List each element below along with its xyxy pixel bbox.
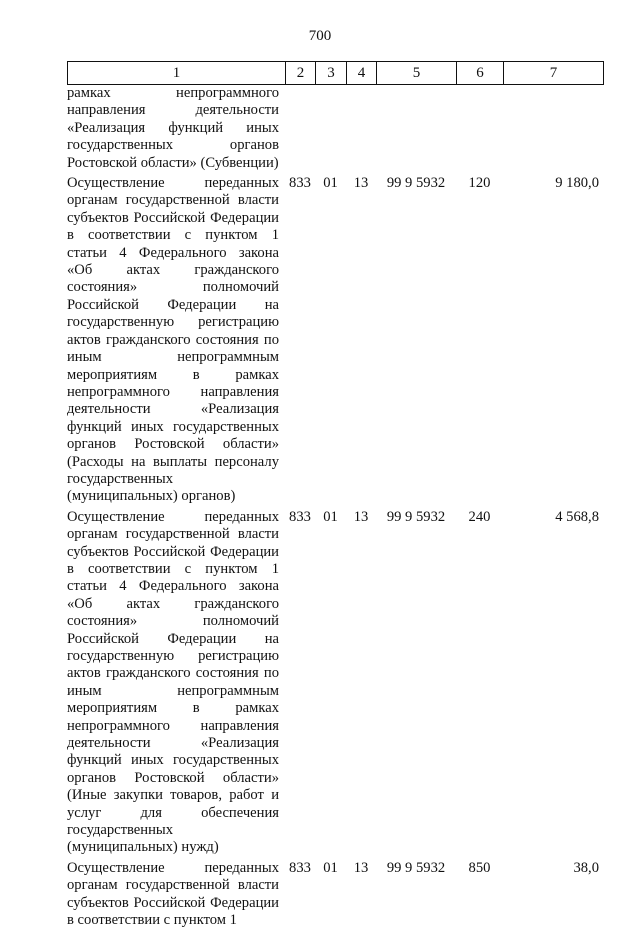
column-header-2: 2 xyxy=(286,62,316,85)
row-code-target: 99 9 5932 xyxy=(386,859,446,876)
row-code-subsection xyxy=(346,85,376,175)
column-header-1: 1 xyxy=(68,62,286,85)
table-row xyxy=(67,860,603,930)
column-header-row xyxy=(67,61,604,85)
row-code-expense-type: 850 xyxy=(468,859,491,876)
row-code-ministry: 833 xyxy=(289,508,311,525)
row-code-target: 99 9 5932 xyxy=(386,175,446,192)
row-description: Осуществление переданных органам государственной власти субъектов Российской Федерации в соответствии с пунктом 1 xyxy=(67,859,279,929)
column-header-4: 4 xyxy=(347,62,377,85)
row-code-section: 01 xyxy=(323,508,338,525)
row-code-subsection: 13 xyxy=(353,175,369,192)
row-amount xyxy=(503,85,603,175)
column-header-3: 3 xyxy=(316,62,347,85)
row-code-subsection: 13 xyxy=(353,859,369,876)
table-row xyxy=(67,175,603,509)
row-code-ministry: 833 xyxy=(289,175,311,192)
row-code-section xyxy=(315,85,346,175)
row-code-ministry xyxy=(285,85,315,175)
row-code-section: 01 xyxy=(323,859,338,876)
column-header-6: 6 xyxy=(457,62,504,85)
row-code-expense-type xyxy=(456,85,503,175)
row-code-expense-type: 240 xyxy=(468,508,491,525)
page-number: 700 xyxy=(308,28,332,44)
row-code-target xyxy=(376,85,456,175)
row-code-subsection: 13 xyxy=(353,508,369,525)
budget-table xyxy=(67,85,603,930)
row-code-expense-type: 120 xyxy=(468,175,491,192)
row-amount: 4 568,8 xyxy=(555,508,599,525)
column-header-5: 5 xyxy=(377,62,457,85)
table-row xyxy=(67,509,603,860)
table-row xyxy=(67,85,603,175)
row-description: рамках непрограммного направления деятельности «Реализация функций иных государственных органов Ростовской области» (Субвенции) xyxy=(67,85,279,171)
row-amount: 38,0 xyxy=(573,859,599,876)
column-header-7: 7 xyxy=(504,62,604,85)
row-code-ministry: 833 xyxy=(289,859,311,876)
row-code-target: 99 9 5932 xyxy=(386,508,446,525)
row-amount: 9 180,0 xyxy=(555,175,599,192)
row-description: Осуществление переданных органам государственной власти субъектов Российской Федерации в соответствии с пунктом 1 статьи 4 Федерального закона «Об актах гражданского состояния» полномочий Российской Федерации на государственную регистрацию актов гражданского состояния по иным непрограммным мероприятиям в рамках непрограммного направления деятельности «Реализация функций иных государственных органов Ростовской области» (Иные закупки товаров, работ и услуг для обеспечения государственных (муниципальных) нужд) xyxy=(67,508,279,856)
row-code-section: 01 xyxy=(323,175,338,192)
row-description: Осуществление переданных органам государственной власти субъектов Российской Федерации в соответствии с пунктом 1 статьи 4 Федерального закона «Об актах гражданского состояния» полномочий Российской Федерации на государственную регистрацию актов гражданского состояния по иным непрограммным мероприятиям в рамках непрограммного направления деятельности «Реализация функций иных государственных органов Ростовской области» (Расходы на выплаты персоналу государственных (муниципальных) органов) xyxy=(67,175,279,505)
